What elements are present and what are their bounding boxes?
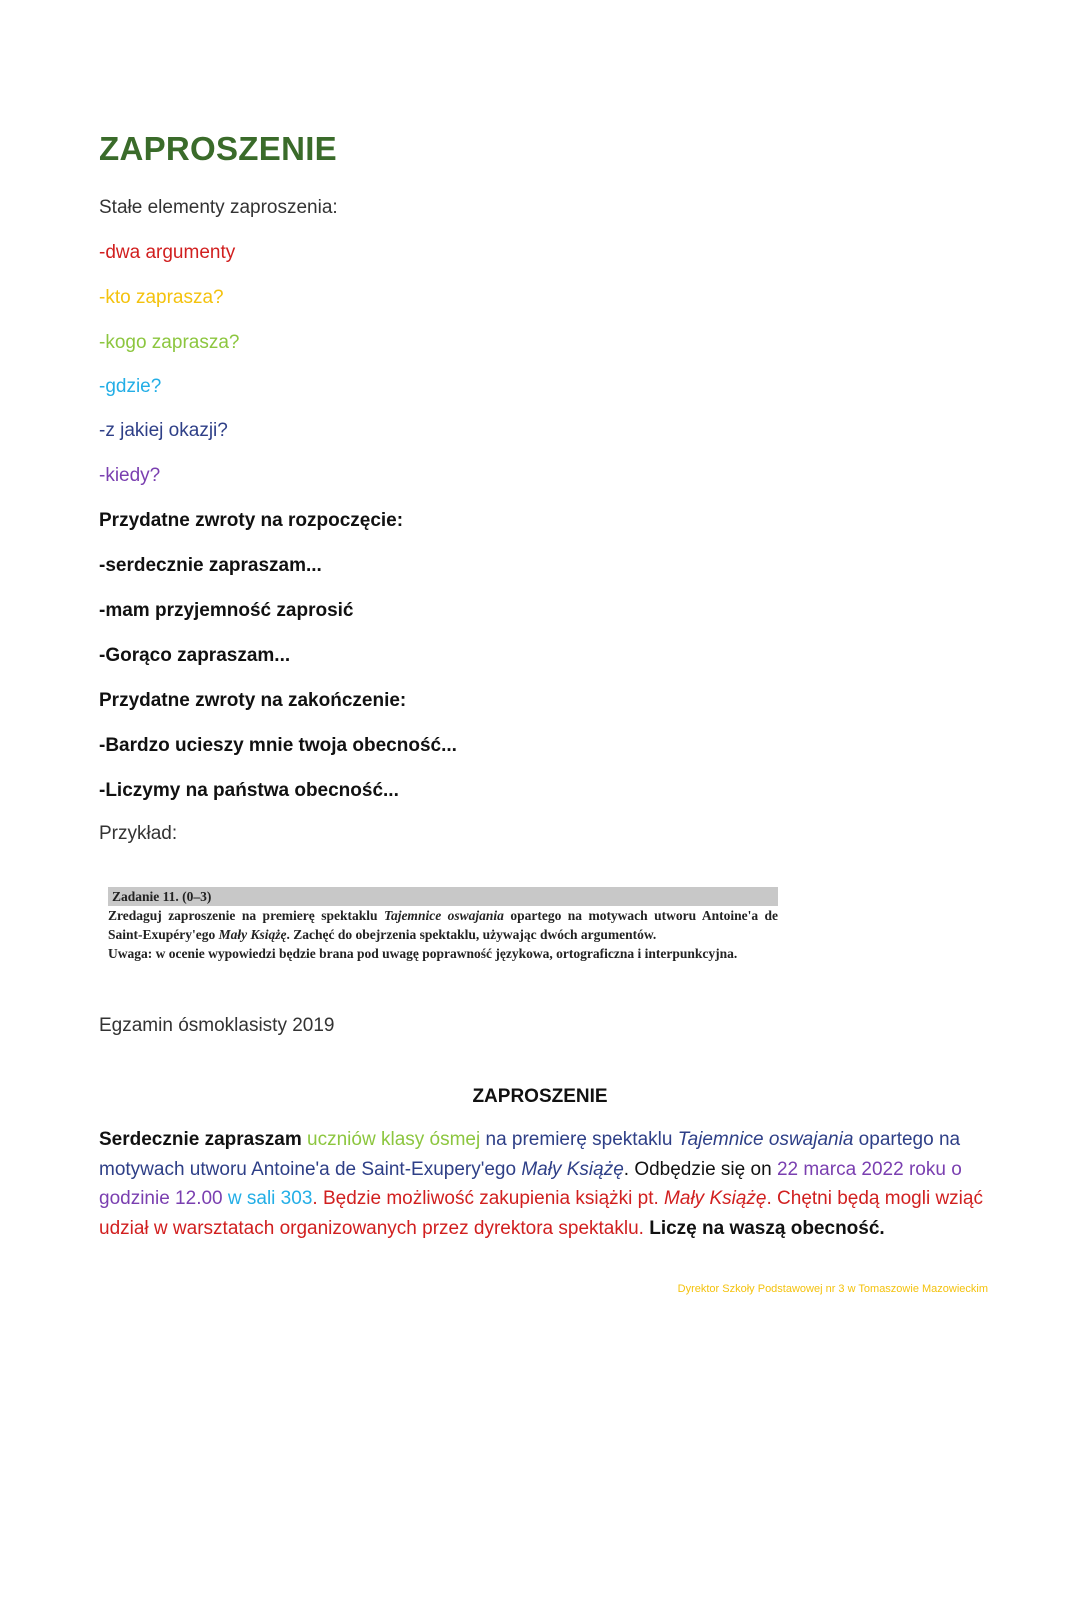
start-phrase-item: -mam przyjemność zaprosić <box>99 600 354 621</box>
element-item-whom: -kogo zaprasza? <box>99 332 240 353</box>
element-item-when: -kiedy? <box>99 465 161 486</box>
exam-label: Egzamin ósmoklasisty 2019 <box>99 1015 335 1036</box>
end-phrases-heading: Przydatne zwroty na zakończenie: <box>99 690 407 711</box>
page-title: ZAPROSZENIE <box>99 130 337 167</box>
invitation-title: ZAPROSZENIE <box>472 1086 608 1107</box>
element-item-who-invites: -kto zaprasza? <box>99 287 224 308</box>
start-phrase-item: -serdecznie zapraszam... <box>99 555 322 576</box>
signature: Dyrektor Szkoły Podstawowej nr 3 w Tomaszowie Mazowieckim <box>677 1283 988 1295</box>
start-phrase-item: -Gorąco zapraszam... <box>99 645 291 666</box>
elements-heading: Stałe elementy zaproszenia: <box>99 197 338 218</box>
start-phrases-heading: Przydatne zwroty na rozpoczęcie: <box>99 510 404 531</box>
end-phrase-item: -Liczymy na państwa obecność... <box>99 780 399 801</box>
element-item-occasion: -z jakiej okazji? <box>99 420 228 441</box>
task-note: Uwaga: w ocenie wypowiedzi będzie brana pod uwagę poprawność językowa, ortograficzna i interpunkcyjna. <box>108 946 738 961</box>
element-item-where: -gdzie? <box>99 376 162 397</box>
task-header: Zadanie 11. (0–3) <box>108 887 778 906</box>
task-instruction: Zredaguj zaproszenie na premierę spektaklu Tajemnice oswajania opartego na motywach utworu Antoine'a de Saint-Exupéry'ego Mały Książę. Zachęć do obejrzenia spektaklu, używając dwóch argumentów. <box>108 908 779 942</box>
element-item-arguments: -dwa argumenty <box>99 242 236 263</box>
end-phrase-item: -Bardzo ucieszy mnie twoja obecność... <box>99 735 457 756</box>
exam-task-box <box>108 887 778 963</box>
example-label: Przykład: <box>99 823 178 844</box>
invitation-body: Serdecznie zapraszam uczniów klasy ósmej na premierę spektaklu Tajemnice oswajania opartego na motywach utworu Antoine'a de Saint-Exupery'ego Mały Książę. Odbędzie się on 22 marca 2022 roku o godzinie 12.00 w sali 303. Będzie możliwość zakupienia książki pt. Mały Książę. Chętni będą mogli wziąć udział w warsztatach organizowanych przez dyrektora spektaklu. Liczę na waszą obecność. <box>99 1129 983 1239</box>
